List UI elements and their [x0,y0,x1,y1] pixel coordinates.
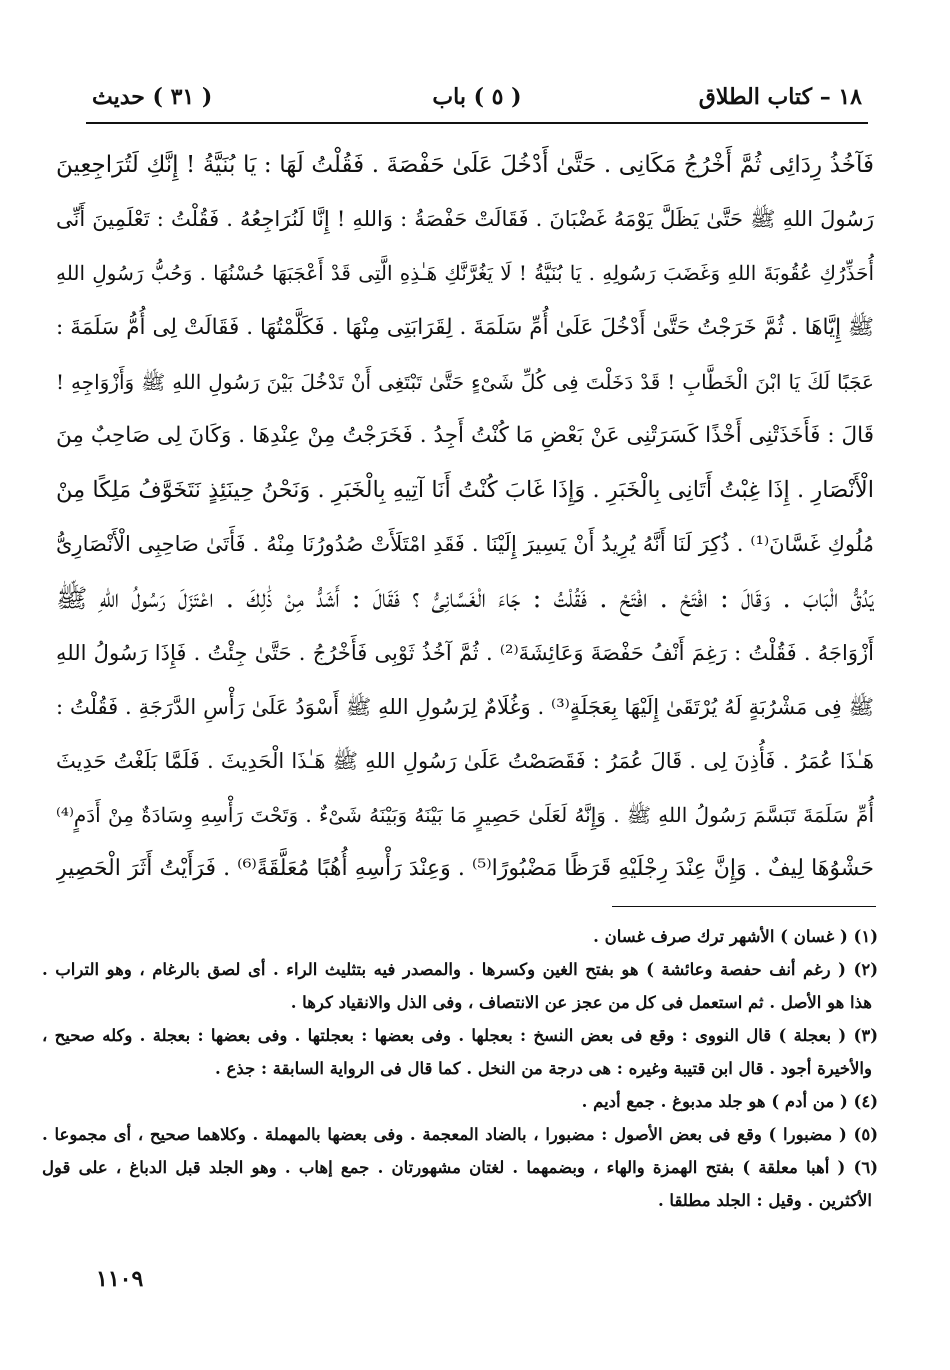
text-line: هَـٰذَا عُمَرُ . فَأُذِنَ لِى . قَالَ عُمَرُ : فَقَصَصْتُ عَلَىٰ رَسُولِ اللهِ ﷺ هَـٰذَا الْحَدِيثَ . فَلَمَّا بَلَغْتُ حَدِيثَ [56,749,874,774]
text-line: رَسُولَ اللهِ ﷺ حَتَّىٰ يَظَلَّ يَوْمَهُ غَضْبَانَ . فَقَالَتْ حَفْصَةُ : وَاللهِ ! إِنَّا لَنُرَاجِعُهُ . فَقُلْتُ : تَعْلَمِينَ أَنِّى [56,207,874,232]
text-line: حَشْوُهَا لِيفٌ . وَإِنَّ عِنْدَ رِجْلَيْهِ قَرَظًا مَضْبُورًا⁽⁵⁾ . وَعِنْدَ رَأْسِهِ أُهُبًا مُعَلَّقَةً⁽⁶⁾ . فَرَأَيْتُ أَثَرَ الْحَصِيرِ [56,856,874,882]
text-line: أُمِّ سَلَمَةَ تَبَسَّمَ رَسُولُ اللهِ ﷺ . وَإِنَّهُ لَعَلَىٰ حَصِيرٍ مَا بَيْنَهُ وَبَيْنَهُ شَىْءٌ . وَتَحْتَ رَأْسِهِ وِسَادَةٌ مِنْ أَدَمٍ⁽⁴⁾ [56,803,874,828]
text-line: الْأَنْصَارِ . إِذَا غِبْتُ أَتَانِى بِالْخَبَرِ . وَإِذَا غَابَ كُنْتُ أَنَا آتِيهِ بِالْخَبَرِ . وَنَحْنُ حِينَئِذٍ نَتَخَوَّفُ مَلِكًا مِنْ [56,477,874,504]
footnote-line: هذا هو الأصل . ثم استعمل فى كل من عجز عن الانتصاف ، وفى الذل والانقياد كرها . [290,993,872,1012]
footnote-line: (٢) ( رغم أنف حفصة وعائشة ) هو بفتح الغين وكسرها . والمصدر فيه بتثليث الراء . أى لصق بالرغام ، وهو التراب . [42,960,878,979]
text-line: قَالَ : فَأَخَذَتْنِى أَخْذًا كَسَرَتْنِى عَنْ بَعْضِ مَا كُنْتُ أَجِدُ . فَخَرَجْتُ مِنْ عِنْدِهَا . وَكَانَ لِى صَاحِبٌ مِنَ [56,422,874,448]
footnotes [42,920,878,1217]
page-number: ١١٠٩ [96,1266,144,1292]
header-divider [86,122,868,124]
footnote-line: (٤) ( من أدم ) هو جلد مدبوغ . جمع أديم . [581,1092,878,1111]
text-line: أَزْوَاجَهُ . فَقُلْتُ : رَغِمَ أَنْفُ حَفْصَةَ وَعَائِشَةَ⁽²⁾ . ثُمَّ آخُذُ ثَوْبِى فَأَخْرُجُ . حَتَّىٰ جِئْتُ . فَإِذَا رَسُولُ اللهِ [56,640,874,665]
hadith-number: ( ٣١ ) حديث [92,84,213,110]
hadith-text [56,138,874,897]
text-line: أُحَذِّرُكِ عُقُوبَةَ اللهِ وَغَضَبَ رَسُولِهِ . يَا بُنَيَّةُ ! لَا يَغُرَّنَّكِ هَـٰذِهِ الَّتِى قَدْ أَعْجَبَهَا حُسْنُهَا . وَحُبُّ رَسُولِ اللهِ [56,261,874,286]
footnote-line: (٣) ( بعجلة ) قال النووى : وقع فى بعض النسخ : بعجلها . وفى بعضها : بعجلتها . وفى بعضها : بعجلة . وكله صحيح ، [42,1026,878,1045]
text-line: فَآخُذُ رِدَائِى ثُمَّ أَخْرُجُ مَكَانِى . حَتَّىٰ أَدْخُلَ عَلَىٰ حَفْصَةَ . فَقُلْتُ لَهَا : يَا بُنَيَّةُ ! إِنَّكِ لَتُرَاجِعِينَ [56,152,874,178]
chapter-label: ( ٥ ) باب [432,84,522,110]
text-line: عَجَبًا لَكَ يَا ابْنَ الْخَطَّابِ ! قَدْ دَخَلْتَ فِى كُلِّ شَىْءٍ حَتَّىٰ تَبْتَغِى أَنْ تَدْخُلَ بَيْنَ رَسُولِ اللهِ ﷺ وَأَزْوَاجِهِ ! [56,369,874,394]
footnote-line: (١) ( غسان ) الأشهر ترك صرف غسان . [593,927,878,946]
page-header [92,84,862,118]
footnote-line: (٥) ( مضبورا ) وقع فى بعض الأصول : مضبورا ، بالضاد المعجمة . وفى بعضها بالمهملة . وكلاهما صحيح ، أى مجموعا . [42,1125,878,1144]
book-title: ١٨ – كتاب الطلاق [698,84,862,110]
footnote-line: والأخيرة أجود . قال ابن قتيبة وغيره : هى درجة من النخل . كما قال فى الرواية السابقة : جذع . [215,1059,872,1078]
footnote-line: الأكثرين . وقيل : الجلد مطلقا . [657,1191,872,1210]
text-line: ﷺ فِى مَشْرُبَةٍ لَهُ يُرْتَقَىٰ إِلَيْهَا بِعَجَلَةٍ⁽³⁾ . وَغُلَامٌ لِرَسُولِ اللهِ ﷺ أَسْوَدُ عَلَىٰ رَأْسِ الدَّرَجَةِ . فَقُلْتُ : [56,694,874,719]
footnote-divider [612,906,876,907]
footnote-line: (٦) ( أهبا معلقة ) بفتح الهمزة والهاء ، وبضمهما . لغتان مشهورتان . جمع إهاب . وهو الجلد قبل الدباغ ، على قول [42,1158,878,1177]
text-line: مُلُوكِ غَسَّانَ⁽¹⁾ . ذُكِرَ لَنَا أَنَّهُ يُرِيدُ أَنْ يَسِيرَ إِلَيْنَا . فَقَدِ امْتَلَأَتْ صُدُورُنَا مِنْهُ . فَأَتَىٰ صَاحِبِى الْأَنْصَارِىُّ [56,532,874,557]
text-line: ﷺ إِيَّاهَا . ثُمَّ خَرَجْتُ حَتَّىٰ أَدْخُلَ عَلَىٰ أُمِّ سَلَمَةَ . لِقَرَابَتِى مِنْهَا . فَكَلَّمْتُهَا . فَقَالَتْ لِى أُمُّ سَلَمَةَ : [56,314,874,340]
text-line: يَدُقُّ الْبَابَ . وَقَالَ : افْتَحْ . افْتَحْ . فَقُلْتُ : جَاءَ الْغَسَّانِىُّ ؟ فَقَالَ : أَشَدُّ مِنْ ذَٰلِكَ . اعْتَزَلَ رَسُولُ اللهِ ﷺ [56,583,874,614]
